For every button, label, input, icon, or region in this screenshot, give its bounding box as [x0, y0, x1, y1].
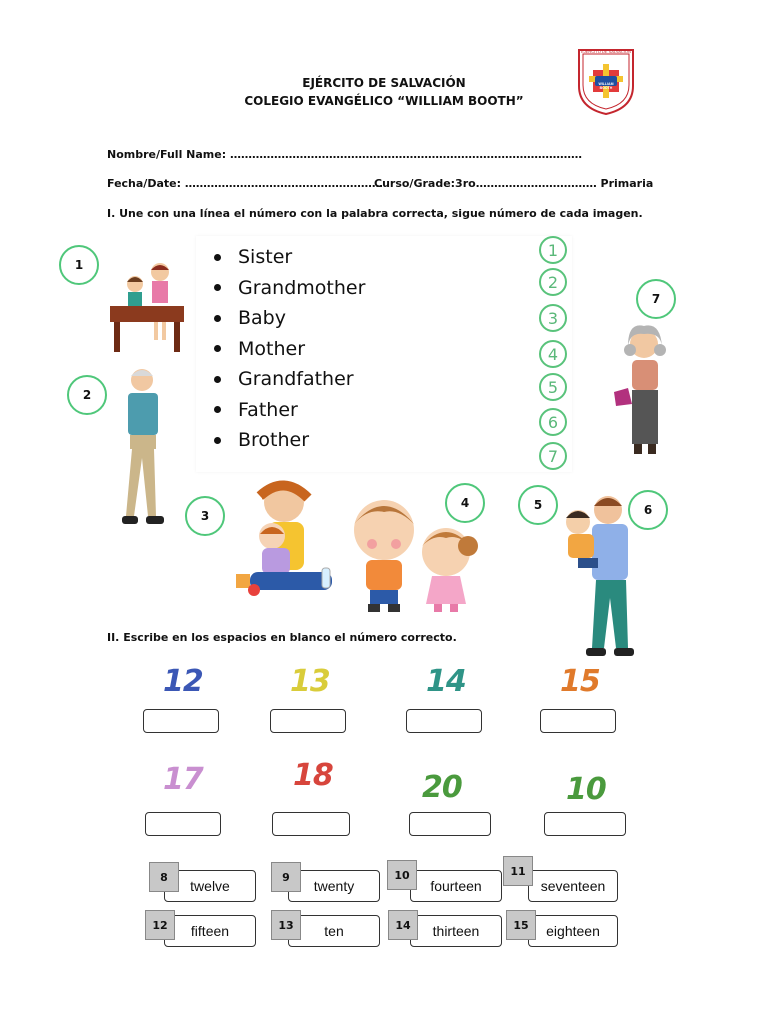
- card-number-tag: 9: [271, 862, 301, 892]
- match-number-7: 7: [539, 442, 567, 470]
- word-label: Sister: [238, 246, 293, 269]
- picture-label-1: 1: [59, 245, 99, 285]
- card-number-tag: 15: [506, 910, 536, 940]
- answer-blank[interactable]: [540, 709, 616, 733]
- picture-label-6: 6: [628, 490, 668, 530]
- number-art-ten: 10: [566, 772, 606, 807]
- bullet-icon: [214, 284, 221, 291]
- number-art-fifteen: 15: [560, 664, 600, 699]
- word-label: Mother: [238, 337, 306, 360]
- match-number-5: 5: [539, 373, 567, 401]
- card-number-tag: 11: [503, 856, 533, 886]
- word-card[interactable]: [410, 870, 502, 902]
- kids-at-desk-illustration: [108, 258, 188, 356]
- card-number-tag: 10: [387, 860, 417, 890]
- word-item: [214, 334, 365, 365]
- card-number-tag: 14: [388, 910, 418, 940]
- bullet-icon: [214, 315, 221, 322]
- bullet-icon: [214, 406, 221, 413]
- school-org-title: EJÉRCITO DE SALVACIÓN: [302, 76, 466, 90]
- number-art-thirteen: 13: [290, 664, 330, 699]
- word-card[interactable]: [288, 915, 380, 947]
- word-item: [214, 364, 365, 395]
- word-item: [214, 273, 365, 304]
- section1-instruction: I. Une con una línea el número con la palabra correcta, sigue número de cada imagen.: [107, 207, 643, 220]
- crest-center-text: WILLIAM BOOTH: [598, 82, 614, 90]
- word-label: Grandmother: [238, 276, 366, 299]
- word-item: [214, 425, 365, 456]
- match-number-1: 1: [539, 236, 567, 264]
- word-card-label: ten: [324, 923, 344, 939]
- word-card[interactable]: [528, 915, 618, 947]
- grandmother-illustration: [612, 322, 672, 458]
- card-number-tag: 8: [149, 862, 179, 892]
- mother-and-baby-illustration: [232, 472, 332, 600]
- bullet-icon: [214, 345, 221, 352]
- bullet-icon: [214, 437, 221, 444]
- card-number-tag: 12: [145, 910, 175, 940]
- word-card-label: seventeen: [540, 878, 606, 894]
- word-card-label: fifteen: [190, 923, 230, 939]
- picture-label-3: 3: [185, 496, 225, 536]
- number-art-twelve: 12: [163, 664, 203, 699]
- school-name-title: COLEGIO EVANGÉLICO “WILLIAM BOOTH”: [244, 94, 524, 108]
- word-card-label: twenty: [313, 878, 355, 894]
- word-item: [214, 303, 365, 334]
- answer-blank[interactable]: [409, 812, 491, 836]
- number-art-seventeen: 17: [163, 762, 203, 797]
- word-label: Baby: [238, 307, 286, 330]
- word-card-label: twelve: [190, 878, 230, 894]
- number-art-fourteen: 14: [426, 664, 466, 699]
- answer-blank[interactable]: [145, 812, 221, 836]
- bullet-icon: [214, 254, 221, 261]
- section2-instruction: II. Escribe en los espacios en blanco el número correcto.: [107, 631, 457, 644]
- grade-field: Curso/Grade:3ro…………………………… Primaria: [374, 177, 654, 190]
- number-art-eighteen: 18: [293, 758, 333, 793]
- full-name-field: Nombre/Full Name: ……………………………………………………………………………………: [107, 148, 582, 161]
- picture-label-4: 4: [445, 483, 485, 523]
- picture-label-5: 5: [518, 485, 558, 525]
- word-label: Brother: [238, 429, 310, 452]
- bullet-icon: [214, 376, 221, 383]
- word-card-label: eighteen: [546, 923, 600, 939]
- brother-and-sister-illustration: [348, 494, 490, 618]
- date-field: Fecha/Date: ………………………………………………: [107, 177, 383, 190]
- word-item: [214, 395, 365, 426]
- word-card-label: fourteen: [430, 878, 482, 894]
- match-number-2: 2: [539, 268, 567, 296]
- word-card[interactable]: [164, 915, 256, 947]
- picture-label-7: 7: [636, 279, 676, 319]
- grandfather-illustration: [118, 366, 170, 530]
- picture-label-2: 2: [67, 375, 107, 415]
- word-card[interactable]: [288, 870, 380, 902]
- answer-blank[interactable]: [143, 709, 219, 733]
- word-card-label: thirteen: [432, 923, 480, 939]
- word-item: [214, 242, 365, 273]
- answer-blank[interactable]: [406, 709, 482, 733]
- answer-blank[interactable]: [272, 812, 350, 836]
- answer-blank[interactable]: [270, 709, 346, 733]
- word-label: Father: [238, 398, 298, 421]
- number-art-twenty: 20: [422, 770, 462, 805]
- family-word-list: [214, 242, 365, 456]
- word-label: Grandfather: [238, 368, 354, 391]
- crest-top-text: EJÉRCITO DE SALVACIÓN: [581, 49, 631, 54]
- match-number-4: 4: [539, 340, 567, 368]
- father-and-son-illustration: [556, 488, 640, 658]
- match-number-3: 3: [539, 304, 567, 332]
- word-card[interactable]: [410, 915, 502, 947]
- card-number-tag: 13: [271, 910, 301, 940]
- word-card[interactable]: [528, 870, 618, 902]
- match-number-6: 6: [539, 408, 567, 436]
- answer-blank[interactable]: [544, 812, 626, 836]
- school-crest-logo: [575, 46, 637, 116]
